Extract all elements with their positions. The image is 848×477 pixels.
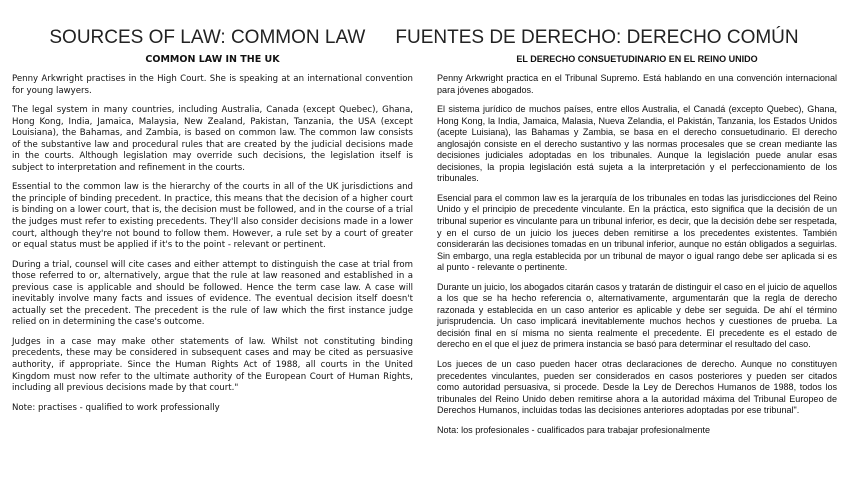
spanish-paragraph-5: Los jueces de un caso pueden hacer otras declaraciones de derecho. Aunque no constituyen precedentes vinculantes, pueden ser considerados en casos posteriores y pueden ser citados como autoridad persuasiva, si procede. Desde la Ley de Derechos Humanos de 1988, todos los tribunales del Reino Unido deben remitirse ahora a la autoridad máxima del Tribunal Europeo de Derechos Humanos, incluidas todas las decisiones anteriores adoptadas por ese tribunal". (437, 359, 837, 416)
spanish-note: Nota: los profesionales - cualificados para trabajar profesionalmente (437, 424, 711, 435)
english-paragraph-4: During a trial, counsel will cite cases and either attempt to distinguish the case at trial from those referred to or, alternatively, argue that the rule at law reasoned and established in a previous case is applicable and should be followed. Hence the term case law. A case will inevitably involve many facts and issues of evidence. The eventual decision itself doesn't actually set the precedent. The precedent is the rule of law which the first instance judge relied on in determining the case's outcome. (12, 259, 413, 328)
title-spanish: FUENTES DE DERECHO: DERECHO COMÚN (395, 27, 799, 48)
english-column (12, 54, 413, 422)
english-paragraph-3: Essential to the common law is the hierarchy of the courts in all of the UK jurisdictions and the principle of binding precedent. In practice, this means that the decision of a higher court is binding on a lower court, that is, the decision must be followed, and in the course of a trial the judges must refer to existing precedents. They'll also consider decisions made in a lower court, although they're not bound to follow them. However, a rule set by a court of greater or equal status must be applied if it's to the point - relevant or pertinent. (12, 182, 413, 251)
page-title (0, 27, 848, 49)
english-section-heading: COMMON LAW IN THE UK (145, 54, 280, 65)
spanish-column (437, 54, 837, 444)
spanish-paragraph-2: El sistema jurídico de muchos países, entre ellos Australia, el Canadá (excepto Quebec), Ghana, Hong Kong, la India, Jamaica, Malasia, Nueva Zelandia, el Pakistán, Tanzania, los Estados Unidos (acepte Luisiana), las Bahamas y Zambia, se basa en el derecho consuetudinario. El derecho anglosajón consiste en el derecho sustantivo y las normas procesales que se crean mediante las decisiones judiciales adoptadas en los tribunales. Aunque la legislación puede anular esas decisiones, la propia legislación está sujeta a la interpretación y el perfeccionamiento de los tribunales. (437, 104, 837, 184)
english-paragraph-2: The legal system in many countries, including Australia, Canada (except Quebec), Ghana, Hong Kong, India, Jamaica, Malaysia, New Zealand, Pakistan, Tanzania, the USA (except Louisiana), the Bahamas, and Zambia, is based on common law. The common law consists of the substantive law and procedural rules that are created by the judicial decisions made in the courts. Although legislation may override such decisions, the legislation itself is subject to interpretation and refinement in the courts. (12, 105, 413, 173)
english-paragraph-1: Penny Arkwright practises in the High Court. She is speaking at an international convention for young lawyers. (12, 74, 413, 96)
title-english: SOURCES OF LAW: COMMON LAW (49, 27, 366, 48)
spanish-section-heading: EL DERECHO CONSUETUDINARIO EN EL REINO UNIDO (516, 54, 758, 64)
spanish-paragraph-3: Esencial para el common law es la jerarquía de los tribunales en todas las jurisdicciones del Reino Unido y el principio de precedente vinculante. En la práctica, esto significa que la decisión de un tribunal superior es vinculante para un tribunal inferior, es decir, que la decisión debe ser respetada, y en el curso de un juicio los jueces deben remitirse a los precedentes existentes. También considerarán las decisiones tomadas en un tribunal inferior, aunque no están obligados a seguirlas. Sin embargo, una regla establecida por un tribunal de mayor o igual rango debe ser aplicada si es al punto - relevante o pertinente. (437, 192, 837, 273)
spanish-paragraph-4: Durante un juicio, los abogados citarán casos y tratarán de distinguir el caso en el juicio de aquellos a los que se ha hecho referencia o, alternativamente, argumentarán que la regla de derecho razonada y establecida en un caso anterior es aplicable y debe ser seguida. De ahí el término jurisprudencia. Un caso implicará inevitablemente muchos hechos y cuestiones de prueba. La decisión final en sí misma no sienta realmente el precedente. El precedente es el estado de derecho en el que el juez de primera instancia se basó para determinar el resultado del caso. (437, 281, 837, 350)
english-paragraph-5: Judges in a case may make other statements of law. Whilst not constituting binding precedents, these may be considered in subsequent cases and may be cited as persuasive authority, if appropriate. Since the Human Rights Act of 1988, all courts in the United Kingdom must now refer to the ultimate authority of the European Court of Human Rights, including all previous decisions made by that court." (12, 336, 413, 394)
spanish-paragraph-1: Penny Arkwright practica en el Tribunal Supremo. Está hablando en una convención internacional para jóvenes abogados. (437, 73, 837, 95)
english-note: Note: practises - qualified to work professionally (12, 402, 220, 413)
